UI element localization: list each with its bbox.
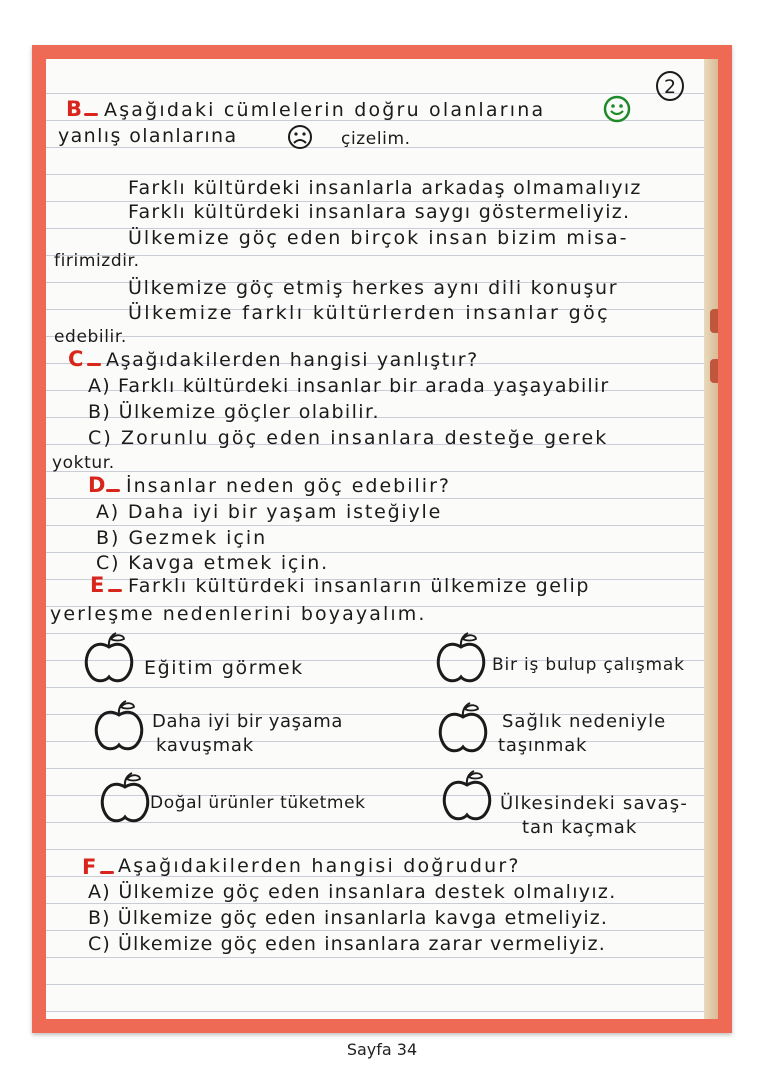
section-c-question: Aşağıdakilerden hangisi yanlıştır? [106, 349, 479, 371]
dash [100, 871, 114, 874]
section-e-instruction-line1: Farklı kültürdeki insanların ülkemize gelip [128, 575, 591, 597]
option: A) Ülkemize göç eden insanlara destek olmalıyız. [88, 881, 617, 903]
page-number-circle [654, 69, 686, 103]
apple-icon[interactable] [432, 631, 490, 689]
dash [84, 113, 98, 116]
smiley-face-icon [603, 95, 631, 123]
section-b-letter: B [66, 97, 83, 121]
apple-label: kavuşmak [156, 735, 254, 756]
page-footer: Sayfa 34 [346, 1040, 418, 1059]
apple-label: Doğal ürünler tüketmek [150, 793, 366, 813]
statement: Farklı kültürdeki insanlara saygı göstermeliyiz. [128, 201, 631, 223]
notebook-page [46, 59, 718, 1019]
statement: Farklı kültürdeki insanlarla arkadaş olmamalıyız [128, 177, 642, 199]
option: A) Farklı kültürdeki insanlar bir arada yaşayabilir [88, 375, 610, 397]
option: C) Ülkemize göç eden insanlara zarar vermeliyiz. [88, 933, 606, 955]
apple-icon[interactable] [90, 699, 148, 757]
section-d-question: İnsanlar neden göç edebilir? [126, 475, 451, 497]
section-c-letter: C [68, 347, 85, 371]
option: C) Zorunlu göç eden insanlara desteğe gerek [88, 427, 609, 449]
sad-face-icon [286, 123, 314, 151]
section-d-letter: D [88, 473, 107, 497]
option: B) Ülkemize göç eden insanlarla kavga etmeliyiz. [88, 907, 608, 929]
apple-label: taşınmak [498, 735, 588, 756]
apple-label: Ülkesindeki savaş- [500, 793, 689, 814]
statement-continued: edebilir. [54, 327, 127, 347]
section-e-instruction-line2: yerleşme nedenlerini boyayalım. [50, 603, 427, 625]
option-continued: yoktur. [52, 453, 115, 473]
section-f-letter: F [82, 855, 97, 879]
apple-icon[interactable] [80, 631, 138, 689]
section-b-instruction-end: çizelim. [341, 129, 411, 149]
statement: Ülkemize göç etmiş herkes aynı dili konuşur [128, 277, 619, 299]
page-number: 2 [663, 76, 677, 98]
apple-label: Sağlık nedeniyle [502, 711, 667, 732]
apple-label: Daha iyi bir yaşama [152, 711, 344, 732]
section-e-letter: E [90, 573, 105, 597]
option: B) Ülkemize göçler olabilir. [88, 401, 380, 423]
statement: Ülkemize farklı kültürlerden insanlar göç [128, 302, 610, 324]
edge-mark [710, 359, 718, 383]
apple-icon[interactable] [438, 769, 496, 827]
paper-edge [704, 59, 718, 1019]
section-f-question: Aşağıdakilerden hangisi doğrudur? [118, 855, 521, 877]
option: B) Gezmek için [96, 527, 268, 549]
dash [106, 489, 120, 492]
dash [108, 589, 122, 592]
section-b-instruction-line1: Aşağıdaki cümlelerin doğru olanlarına [104, 99, 546, 121]
page-frame [32, 45, 732, 1033]
apple-label: Bir iş bulup çalışmak [492, 655, 685, 675]
option: A) Daha iyi bir yaşam isteğiyle [96, 501, 443, 523]
apple-icon[interactable] [434, 701, 492, 759]
statement: Ülkemize göç eden birçok insan bizim misa- [128, 227, 629, 249]
option: C) Kavga etmek için. [96, 552, 329, 574]
edge-mark [710, 309, 718, 333]
section-b-instruction-line2: yanlış olanlarına [58, 125, 238, 147]
apple-icon[interactable] [96, 771, 154, 829]
apple-label: tan kaçmak [522, 817, 638, 838]
apple-label: Eğitim görmek [144, 657, 304, 679]
statement-continued: firimizdir. [54, 251, 140, 271]
dash [87, 363, 101, 366]
